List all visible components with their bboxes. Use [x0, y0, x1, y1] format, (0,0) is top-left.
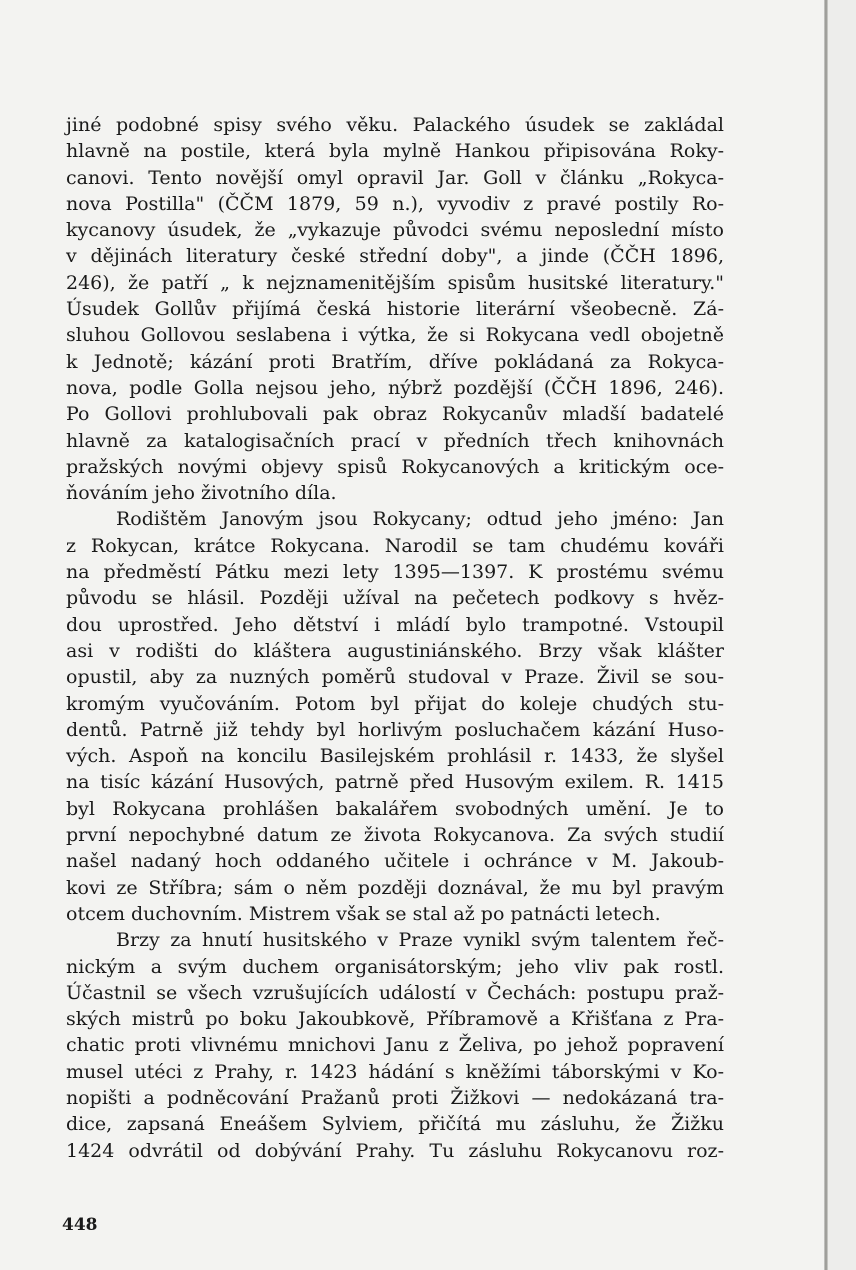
text-line: hlavně za katalogisačních prací v předních třech knihovnách — [66, 429, 724, 452]
text-line: v dějinách literatury české střední doby", a jinde (ČČH 1896, — [66, 245, 724, 268]
text-line: z Rokycan, krátce Rokycana. Narodil se tam chudému kováři — [66, 534, 724, 557]
text-line: na tisíc kázání Husových, patrně před Husovým exilem. R. 1415 — [66, 771, 724, 794]
text-line: dentů. Patrně již tehdy byl horlivým posluchačem kázání Huso- — [66, 718, 724, 741]
text-line: opustil, aby za nuzných poměrů studoval v Praze. Živil se sou- — [66, 666, 724, 689]
text-line: kovi ze Stříbra; sám o něm později doznával, že mu byl pravým — [66, 876, 724, 899]
text-line: původu se hlásil. Později užíval na pečetech podkovy s hvěz- — [66, 587, 724, 610]
page-number: 448 — [62, 1215, 98, 1235]
text-line: nova Postilla" (ČČM 1879, 59 n.), vyvodiv z pravé postily Ro- — [66, 192, 724, 215]
text-line: Po Gollovi prohlubovali pak obraz Rokycanův mladší badatelé — [66, 403, 724, 426]
text-line: otcem duchovním. Mistrem však se stal až po patnácti letech. — [66, 902, 661, 925]
paragraph-1 — [66, 112, 724, 506]
text-line: kycanovy úsudek, že „vykazuje původci svému neposlední místo — [66, 219, 724, 242]
text-line: hlavně na postile, která byla mylně Hankou připisována Roky- — [66, 140, 724, 163]
paragraph-3 — [66, 927, 724, 1164]
page-edge — [824, 0, 828, 1270]
text-line: sluhou Gollovou seslabena i výtka, že si Rokycana vedl obojetně — [66, 324, 724, 347]
text-line: chatic proti vlivnému mnichovi Janu z Želiva, po jehož popravení — [66, 1034, 724, 1057]
text-line: Účastnil se všech vzrušujících událostí v Čechách: postupu praž- — [66, 981, 724, 1004]
text-line: Úsudek Gollův přijímá česká historie literární všeobecně. Zá- — [66, 298, 724, 321]
text-line: jiné podobné spisy svého věku. Palackého úsudek se zakládal — [66, 114, 724, 136]
text-line: vých. Aspoň na koncilu Basilejském prohlásil r. 1433, že slyšel — [66, 745, 724, 768]
text-line: k Jednotě; kázání proti Bratřím, dříve pokládaná za Rokyca- — [66, 350, 724, 373]
text-line: ských mistrů po boku Jakoubkově, Příbramově a Křišťana z Pra- — [66, 1008, 724, 1031]
text-line: 246), že patří „ k nejznamenitějším spisům husitské literatury." — [66, 271, 724, 294]
text-line: ňováním jeho životního díla. — [66, 482, 337, 505]
text-line: byl Rokycana prohlášen bakalářem svobodných umění. Je to — [66, 797, 724, 820]
text-line: pražských novými objevy spisů Rokycanových a kritickým oce- — [66, 455, 724, 478]
text-line: dou uprostřed. Jeho dětství i mládí bylo trampotné. Vstoupil — [66, 613, 724, 636]
text-line: první nepochybné datum ze života Rokycanova. Za svých studií — [66, 824, 724, 847]
text-line: dice, zapsaná Eneášem Sylviem, přičítá mu zásluhu, že Žižku — [66, 1113, 724, 1136]
paragraph-2 — [66, 506, 724, 927]
text-line: canovi. Tento novější omyl opravil Jar. Goll v článku „Rokyca- — [66, 166, 724, 189]
text-line: asi v rodišti do kláštera augustiniánského. Brzy však klášter — [66, 639, 724, 662]
text-line: Rodištěm Janovým jsou Rokycany; odtud jeho jméno: Jan — [116, 508, 724, 531]
text-line: nickým a svým duchem organisátorským; jeho vliv pak rostl. — [66, 955, 724, 978]
text-line: Brzy za hnutí husitského v Praze vynikl svým talentem řeč- — [116, 929, 724, 952]
page-margin-shade — [828, 0, 856, 1270]
body-text — [66, 112, 724, 1164]
text-line: musel utéci z Prahy, r. 1423 hádání s kněžími táborskými v Ko- — [66, 1060, 724, 1083]
text-line: nova, podle Golla nejsou jeho, nýbrž pozdější (ČČH 1896, 246). — [66, 376, 724, 399]
text-line: našel nadaný hoch oddaného učitele i ochránce v M. Jakoub- — [66, 850, 724, 873]
text-line: kromým vyučováním. Potom byl přijat do koleje chudých stu- — [66, 692, 724, 715]
text-line: 1424 odvrátil od dobývání Prahy. Tu zásluhu Rokycanovu roz- — [66, 1139, 724, 1162]
text-line: na předměstí Pátku mezi lety 1395—1397. K prostému svému — [66, 561, 724, 584]
text-line: nopišti a podněcování Pražanů proti Žižkovi — nedokázaná tra- — [66, 1086, 724, 1109]
